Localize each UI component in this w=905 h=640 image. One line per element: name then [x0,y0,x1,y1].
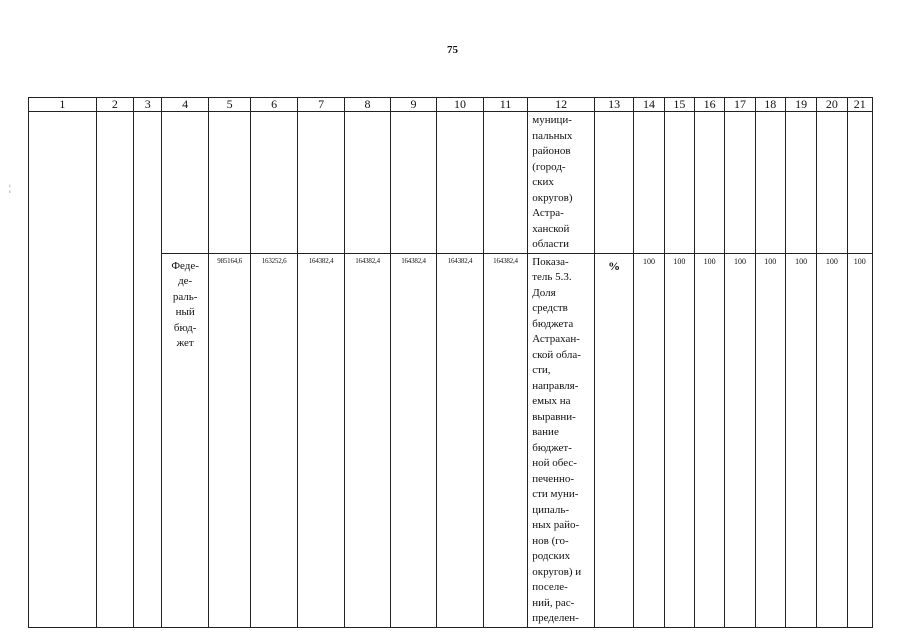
column-header: 19 [785,98,816,112]
table-cell [817,112,847,254]
indicator-text-continuation: муници- пальных районов (город- ских округов) Астра- ханской области [532,114,573,250]
column-header: 13 [594,98,633,112]
table-cell [297,112,345,254]
column-header: 3 [134,98,162,112]
target-value: 100 [673,256,686,266]
column-header: 17 [725,98,755,112]
table-cell [162,112,208,254]
table-cell [755,112,785,254]
table-cell [345,112,390,254]
column-header: 12 [528,98,595,112]
column-header: 20 [817,98,847,112]
table-cell [483,112,527,254]
table-cell-col3 [134,112,162,628]
table-cell [725,112,755,254]
target-value: 100 [703,256,716,266]
funding-source-cell [162,253,208,627]
column-header: 10 [437,98,483,112]
target-cell [725,253,755,627]
column-header: 2 [96,98,133,112]
value-cell [437,253,483,627]
column-header: 18 [755,98,785,112]
table-cell [208,112,250,254]
column-header: 9 [390,98,436,112]
table-cell [437,112,483,254]
table-cell [847,112,872,254]
table-cell [785,112,816,254]
indicator-description: Показа- тель 5.3. Доля средств бюджета Астрахан- ской обла- сти, направля- емых на выравни- вание бюджет- ной обес- печенно- сти муни- ципаль- ных райо- нов (го- родских округов) и поселе- ний, рас- пределен- [532,255,582,624]
target-value: 100 [643,256,655,266]
target-cell [755,253,785,627]
value-cell [208,253,250,627]
margin-mark: ¦ [9,183,11,193]
unit-cell [594,253,633,627]
target-cell [817,253,847,627]
target-cell [847,253,872,627]
column-header: 7 [297,98,345,112]
target-cell [664,253,694,627]
unit-label: % [608,258,621,273]
value-year-6: 164382,4 [493,256,518,265]
table-row-continuation [29,112,873,254]
target-value: 100 [795,256,808,266]
indicator-text-cell [528,253,595,627]
value-year-4: 164382,4 [401,256,426,265]
column-header: 21 [847,98,872,112]
column-header: 1 [29,98,97,112]
target-value: 100 [825,256,838,266]
column-header: 16 [694,98,724,112]
value-cell [297,253,345,627]
table-cell [664,112,694,254]
indicator-text-cell [528,112,595,254]
table-cell [634,112,664,254]
target-value: 100 [764,256,777,266]
value-cell [251,253,297,627]
table-cell [390,112,436,254]
value-total: 985164,6 [217,256,242,265]
target-cell [785,253,816,627]
target-cell [694,253,724,627]
table-cell [251,112,297,254]
table-cell-col1 [29,112,97,628]
value-year-2: 164382,4 [308,256,334,265]
value-cell [483,253,527,627]
funding-source-label: Феде- де- раль- ный бюд- жет [171,259,199,349]
column-number-row [29,98,873,112]
table-cell-col2 [96,112,133,628]
column-header: 11 [483,98,527,112]
value-cell [345,253,390,627]
target-value: 100 [853,256,866,266]
value-year-3: 164382,4 [355,256,380,265]
target-cell [634,253,664,627]
table-cell [694,112,724,254]
indicator-table [28,97,873,628]
column-header: 6 [251,98,297,112]
value-year-1: 163252,6 [261,256,287,265]
column-header: 15 [664,98,694,112]
column-header: 4 [162,98,208,112]
column-header: 5 [208,98,250,112]
value-year-5: 164382,4 [447,256,473,265]
column-header: 14 [634,98,664,112]
value-cell [390,253,436,627]
page-number: 75 [447,44,458,56]
target-value: 100 [733,256,746,266]
table-cell [594,112,633,254]
indicator-table-sheet [28,97,873,628]
column-header: 8 [345,98,390,112]
